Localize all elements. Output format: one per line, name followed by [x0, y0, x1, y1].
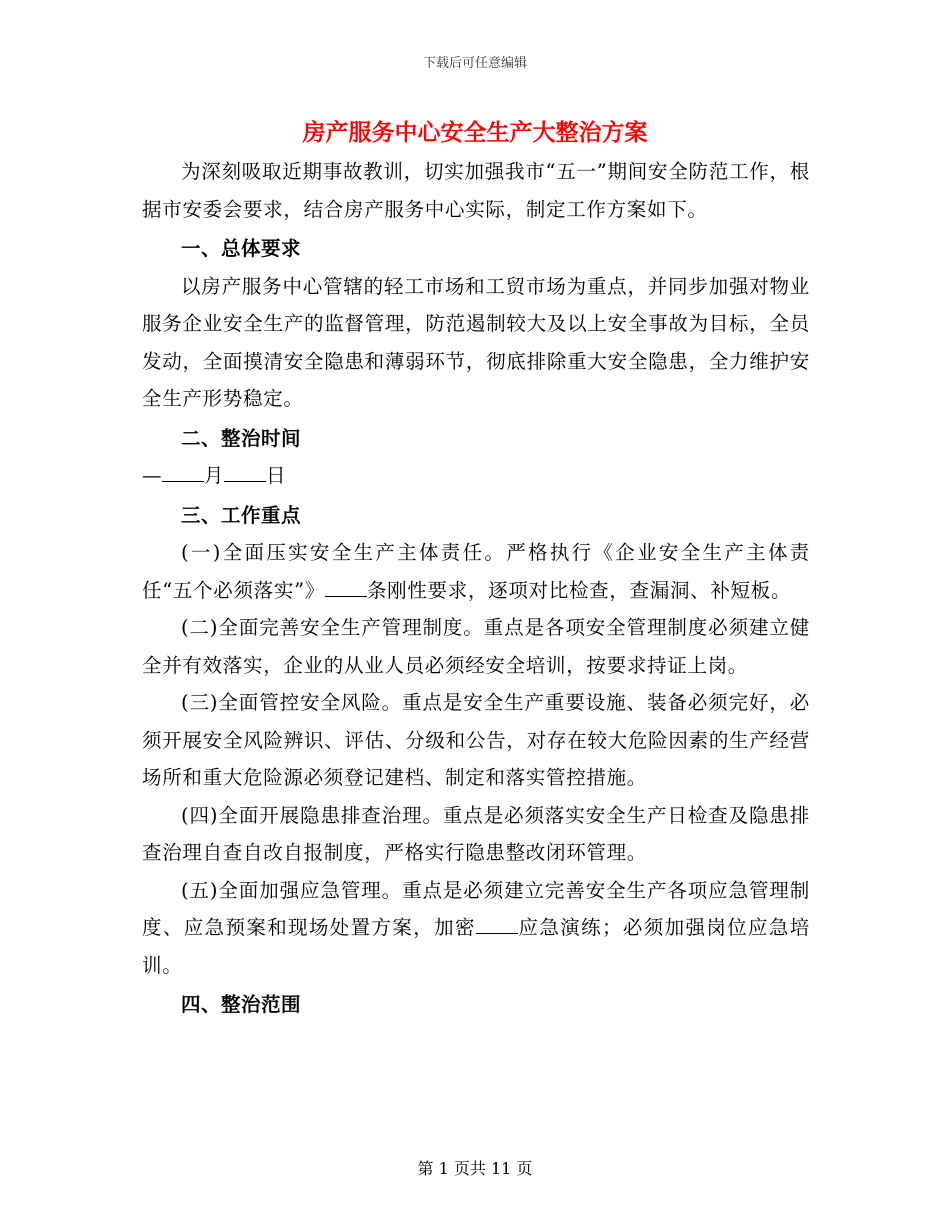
focus-item-4: (四)全面开展隐患排查治理。重点是必须落实安全生产日检查及隐患排查治理自查自改自报制度，严格实行隐患整改闭环管理。 [142, 803, 810, 864]
intro-paragraph: 为深刻吸取近期事故教训，切实加强我市“五一”期间安全防范工作，根据市安委会要求，结合房产服务中心实际，制定工作方案如下。 [142, 160, 810, 221]
rectification-date-line [142, 457, 810, 495]
focus-item-3: (三)全面管控安全风险。重点是安全生产重要设施、装备必须完好，必须开展安全风险辨识、评估、分级和公告，对存在较大危险因素的生产经营场所和重大危险源必须登记建档、制定和落实管控措施。 [142, 691, 810, 789]
focus-item-2: (二)全面完善安全生产管理制度。重点是各项安全管理制度必须建立健全并有效落实，企业的从业人员必须经安全培训，按要求持证上岗。 [142, 616, 810, 677]
focus-item-1-text-b: 条刚性要求，逐项对比检查，查漏洞、补短板。 [366, 578, 792, 602]
date-dash: — [142, 464, 162, 487]
date-blank-day [224, 462, 266, 483]
focus-item-5-blank [476, 914, 518, 935]
section-heading-time: 二、整治时间 [181, 426, 302, 450]
focus-item-5-text-b: 应急演练；必须加强岗位应急培训。 [142, 916, 810, 977]
focus-item-5 [142, 872, 810, 985]
general-requirements-paragraph: 以房产服务中心管辖的轻工市场和工贸市场为重点，并同步加强对物业服务企业安全生产的监督管理，防范遏制较大及以上安全事故为目标，全员发动，全面摸清安全隐患和薄弱环节，彻底排除重大安全隐患，全力维护安全生产形势稳定。 [142, 274, 810, 410]
section-heading-scope: 四、整治范围 [181, 993, 302, 1016]
focus-item-1 [142, 534, 810, 609]
date-blank-month [162, 462, 204, 483]
date-day-label: 日 [266, 464, 287, 487]
focus-item-1-blank [325, 576, 367, 597]
section-heading-focus: 三、工作重点 [181, 503, 302, 527]
page-header: 下载后可任意编辑 [422, 56, 527, 71]
focus-item-5-text-a: (五)全面加强应急管理。重点是必须建立完善安全生产各项应急管理制度、应急预案和现场处置方案，加密 [142, 878, 810, 939]
section-heading-general: 一、总体要求 [181, 237, 302, 260]
focus-item-1-text-a: (一)全面压实安全生产主体责任。严格执行《企业安全生产主体责任“五个必须落实”》 [142, 541, 810, 602]
date-month-label: 月 [204, 464, 225, 487]
page-footer: 第 1 页共 11 页 [417, 1159, 533, 1178]
document-title: 房产服务中心安全生产大整治方案 [302, 120, 648, 146]
document-body [142, 153, 810, 1024]
